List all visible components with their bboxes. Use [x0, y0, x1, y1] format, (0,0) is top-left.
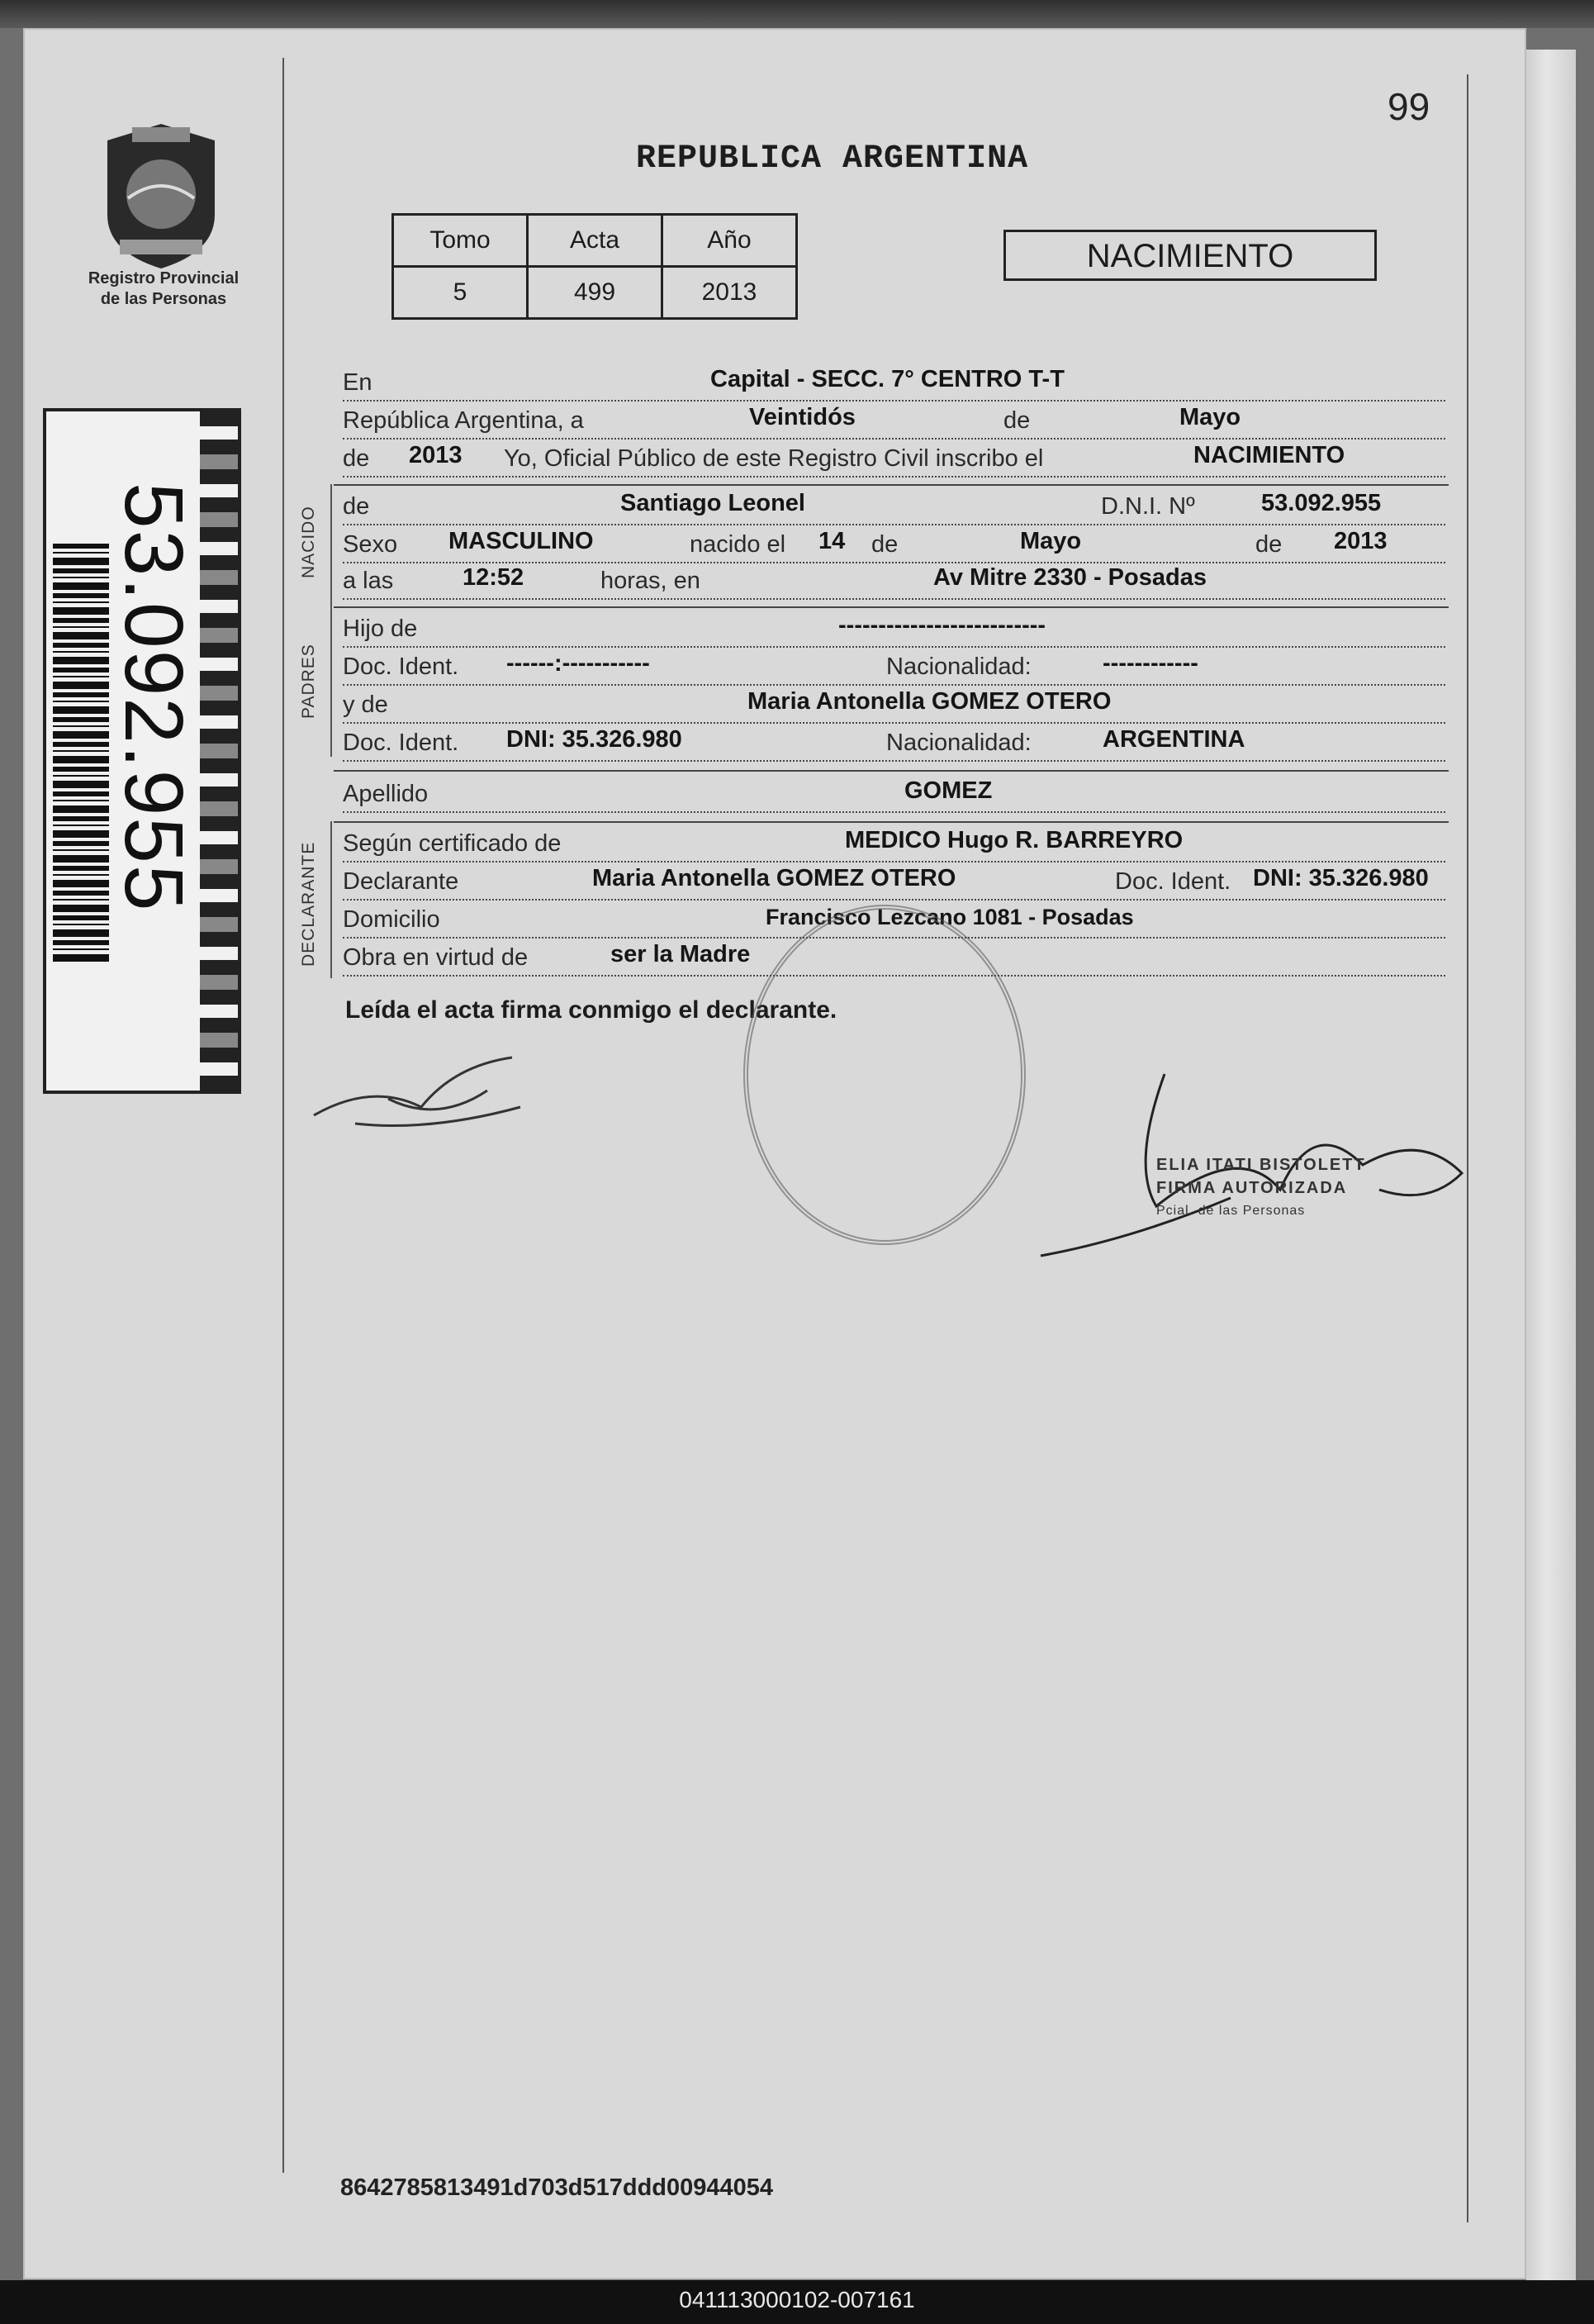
- form-row-anio: [343, 440, 1445, 478]
- dni-value: 53.092.955: [1261, 490, 1382, 516]
- domicilio-value: Francisco Lezcano 1081 - Posadas: [766, 905, 1134, 929]
- declarante-value: Maria Antonella GOMEZ OTERO: [592, 865, 956, 891]
- scan-footer-code: 041113000102-007161: [679, 2287, 915, 2312]
- dni-label: D.N.I. Nº: [1101, 493, 1195, 520]
- nacido-mes: Mayo: [1020, 528, 1082, 554]
- section-label-nacido: NACIDO: [299, 506, 318, 578]
- barcode-icon: [53, 544, 109, 965]
- declarante-label: Declarante: [343, 868, 459, 895]
- barcode-number: 53.092.955: [107, 482, 200, 913]
- table-header: Acta: [528, 215, 662, 267]
- en-label: En: [343, 369, 372, 396]
- signer-block: [1156, 1153, 1366, 1223]
- inscribe-value: NACIMIENTO: [1193, 442, 1345, 468]
- doc1-label: Doc. Ident.: [343, 653, 459, 680]
- doc3-label: Doc. Ident.: [1115, 868, 1231, 895]
- acta-value: 499: [528, 267, 662, 319]
- en-value: Capital - SECC. 7° CENTRO T-T: [710, 366, 1065, 392]
- obra-value: ser la Madre: [610, 941, 751, 967]
- registry-line-1: Registro Provincial: [88, 269, 240, 288]
- hora-value: 12:52: [463, 564, 524, 591]
- dia-value: Veintidós: [749, 404, 856, 430]
- form-row-sexo: [343, 525, 1445, 563]
- form-row-certificado: [343, 825, 1445, 863]
- declarant-signature: [306, 1049, 553, 1148]
- anio-value: 2013: [662, 267, 797, 319]
- section-label-declarante: DECLARANTE: [299, 841, 318, 967]
- nacido-dia: 14: [818, 528, 846, 554]
- nombre-label: de: [343, 493, 370, 520]
- section-divider: [334, 484, 1449, 486]
- nac1-value: ------------: [1103, 650, 1198, 677]
- section-divider: [334, 606, 1449, 608]
- de-label: de: [1003, 407, 1031, 434]
- left-margin-line: [282, 58, 284, 2173]
- signer-office: Pcial. de las Personas: [1156, 1204, 1306, 1218]
- security-stripe: [200, 411, 238, 1091]
- form-row-madre: [343, 686, 1445, 724]
- doc2-value: DNI: 35.326.980: [506, 726, 682, 753]
- registry-name: [73, 269, 254, 310]
- certificado-label: Según certificado de: [343, 830, 562, 857]
- section-divider: [334, 821, 1449, 823]
- nacido-de-label: de: [871, 531, 899, 558]
- registry-line-2: de las Personas: [100, 290, 227, 308]
- sexo-label: Sexo: [343, 531, 398, 558]
- provincial-seal-icon: [91, 116, 231, 273]
- nacido-label: nacido el: [690, 531, 786, 558]
- table-header: Año: [662, 215, 797, 267]
- anio-value-form: 2013: [409, 442, 463, 468]
- apellido-value: GOMEZ: [904, 777, 993, 804]
- document-hash: 8642785813491d703d517ddd00944054: [340, 2174, 774, 2201]
- nacido-anio: 2013: [1334, 528, 1388, 554]
- domicilio-label: Domicilio: [343, 906, 440, 933]
- hijo-value: --------------------------: [838, 612, 1046, 639]
- form-row-hijo: [343, 610, 1445, 648]
- nombre-value: Santiago Leonel: [620, 490, 805, 516]
- republica-label: República Argentina, a: [343, 407, 584, 434]
- barcode-label: [43, 408, 241, 1094]
- section-bracket: [330, 606, 332, 757]
- section-label-padres: PADRES: [299, 644, 318, 719]
- document-title: REPUBLICA ARGENTINA: [636, 140, 1029, 178]
- form-row-doc2: [343, 724, 1445, 762]
- act-type-box: NACIMIENTO: [1003, 230, 1377, 281]
- closing-statement: Leída el acta firma conmigo el declarante.: [345, 996, 837, 1024]
- mes-value: Mayo: [1179, 404, 1241, 430]
- section-divider: [334, 770, 1449, 772]
- nac1-label: Nacionalidad:: [886, 653, 1032, 680]
- doc2-label: Doc. Ident.: [343, 730, 459, 756]
- form-row-apellido: [343, 775, 1445, 813]
- hijo-label: Hijo de: [343, 615, 418, 642]
- certificado-value: MEDICO Hugo R. BARREYRO: [845, 827, 1184, 853]
- form-row-republica: [343, 402, 1445, 440]
- nac2-label: Nacionalidad:: [886, 730, 1032, 756]
- form-row-hora: [343, 562, 1445, 600]
- tomo-value: 5: [393, 267, 528, 319]
- form-row-en: [343, 364, 1445, 402]
- section-bracket: [330, 821, 332, 978]
- obra-label: Obra en virtud de: [343, 944, 529, 971]
- alas-label: a las: [343, 568, 394, 594]
- register-table: [391, 213, 798, 320]
- yde-label: y de: [343, 691, 388, 718]
- de2-label: de: [343, 445, 370, 472]
- signer-title: FIRMA AUTORIZADA: [1156, 1179, 1348, 1197]
- section-bracket: [330, 484, 332, 608]
- horas-label: horas, en: [600, 568, 700, 594]
- form-row-doc1: [343, 648, 1445, 686]
- madre-value: Maria Antonella GOMEZ OTERO: [747, 688, 1112, 715]
- oficial-text: Yo, Oficial Público de este Registro Civil inscribo el: [504, 445, 1044, 472]
- official-stamp: [743, 905, 1026, 1245]
- doc1-value: ------:-----------: [506, 650, 650, 677]
- doc3-value: DNI: 35.326.980: [1253, 865, 1429, 891]
- form-row-nombre: [343, 487, 1445, 525]
- lugar-value: Av Mitre 2330 - Posadas: [933, 564, 1207, 591]
- scan-top-edge: [0, 0, 1594, 28]
- nac2-value: ARGENTINA: [1103, 726, 1245, 753]
- signer-name: ELIA ITATI BISTOLETT: [1156, 1156, 1366, 1174]
- nacido-de2-label: de: [1255, 531, 1283, 558]
- sexo-value: MASCULINO: [448, 528, 594, 554]
- apellido-label: Apellido: [343, 781, 429, 807]
- page-edge: [1526, 50, 1576, 2280]
- table-header: Tomo: [393, 215, 528, 267]
- form-row-declarante: [343, 863, 1445, 901]
- page-number: 99: [1388, 85, 1430, 128]
